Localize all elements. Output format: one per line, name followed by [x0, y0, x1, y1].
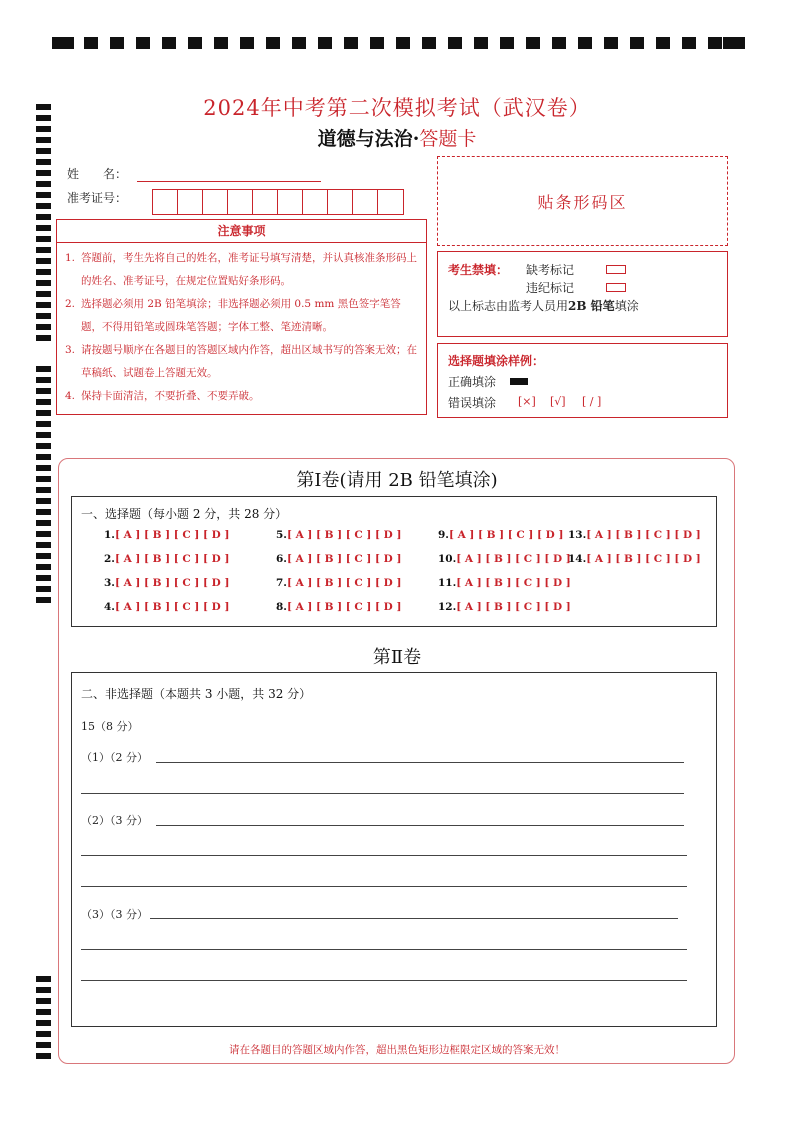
forbid-label: 考生禁填：: [448, 263, 509, 277]
name-field[interactable]: [137, 180, 321, 182]
name-label: 姓 名：: [67, 167, 128, 181]
choice-question[interactable]: 2.[ A ] [ B ] [ C ] [ D ]: [104, 553, 230, 565]
part1-title: 第Ⅰ卷(请用 2B 铅笔填涂): [296, 470, 498, 491]
answer-line[interactable]: [156, 825, 684, 826]
open-section-title: 二、非选择题（本题共 3 小题，共 32 分）: [81, 687, 312, 701]
timing-marks-top: [52, 37, 745, 51]
choice-question[interactable]: 14.[ A ] [ B ] [ C ] [ D ]: [568, 553, 701, 565]
violation-mark-box[interactable]: [606, 283, 626, 292]
choice-question[interactable]: 4.[ A ] [ B ] [ C ] [ D ]: [104, 601, 230, 613]
id-digit-box[interactable]: [303, 190, 328, 214]
absent-label: 缺考标记: [526, 263, 575, 277]
barcode-label: 贴条形码区: [537, 192, 628, 212]
card-name: 答题卡: [419, 128, 477, 150]
id-number-boxes[interactable]: [152, 189, 404, 215]
id-digit-box[interactable]: [253, 190, 278, 214]
answer-line[interactable]: [150, 918, 678, 919]
choice-question[interactable]: 10.[ A ] [ B ] [ C ] [ D ]: [438, 553, 571, 565]
sub-question-3-label: （3）（3 分）: [81, 908, 148, 921]
notice-item: 3. 请按题号顺序在各题目的答题区域内作答，超出区域书写的答案无效；在草稿纸、试题卷上答题无效。: [65, 344, 417, 379]
id-digit-box[interactable]: [228, 190, 253, 214]
part2-title: 第Ⅱ卷: [372, 647, 422, 668]
id-digit-box[interactable]: [278, 190, 303, 214]
answer-line[interactable]: [81, 886, 687, 887]
sub-question-2-label: （2）（3 分）: [81, 814, 148, 827]
open-question-section: [71, 672, 717, 1027]
id-digit-box[interactable]: [353, 190, 378, 214]
answer-line[interactable]: [156, 762, 684, 763]
separator-dot: ·: [412, 128, 420, 150]
choice-question[interactable]: 9.[ A ] [ B ] [ C ] [ D ]: [438, 529, 564, 541]
id-digit-box[interactable]: [328, 190, 353, 214]
id-label: 准考证号：: [67, 191, 128, 205]
id-digit-box[interactable]: [153, 190, 178, 214]
exam-title: 2024年中考第二次模拟考试（武汉卷）: [203, 96, 591, 120]
wrong-mark-x: [×]: [518, 395, 536, 408]
answer-line[interactable]: [81, 855, 687, 856]
notice-box: [56, 219, 427, 415]
id-digit-box[interactable]: [203, 190, 228, 214]
examiner-marks-box: [437, 251, 728, 337]
choice-section: [71, 496, 717, 627]
choice-question[interactable]: 1.[ A ] [ B ] [ C ] [ D ]: [104, 529, 230, 541]
choice-section-title: 一、选择题（每小题 2 分，共 28 分）: [81, 507, 288, 521]
id-digit-box[interactable]: [378, 190, 403, 214]
correct-label: 正确填涂: [448, 375, 497, 389]
forbid-note: 以上标志由监考人员用2B 铅笔填涂: [448, 299, 639, 313]
answer-line[interactable]: [81, 980, 687, 981]
choice-question[interactable]: 12.[ A ] [ B ] [ C ] [ D ]: [438, 601, 571, 613]
barcode-area: [437, 156, 728, 246]
wrong-mark-slash: [ / ]: [582, 395, 602, 408]
card-subtitle: [0, 124, 794, 151]
fill-sample-box: [437, 343, 728, 418]
id-digit-box[interactable]: [178, 190, 203, 214]
choice-question[interactable]: 5.[ A ] [ B ] [ C ] [ D ]: [276, 529, 402, 541]
choice-question[interactable]: 3.[ A ] [ B ] [ C ] [ D ]: [104, 577, 230, 589]
wrong-mark-check: [√]: [550, 395, 566, 408]
notice-item: 1. 答题前，考生先将自己的姓名，准考证号填写清楚，并认真核准条形码上的姓名、准考证号，在规定位置贴好条形码。: [65, 252, 417, 287]
choice-question[interactable]: 7.[ A ] [ B ] [ C ] [ D ]: [276, 577, 402, 589]
choice-question[interactable]: 8.[ A ] [ B ] [ C ] [ D ]: [276, 601, 402, 613]
notice-item: 4. 保持卡面清洁，不要折叠、不要弄破。: [65, 390, 260, 402]
answer-line[interactable]: [81, 793, 684, 794]
footer-warning: 请在各题目的答题区域内作答，超出黑色矩形边框限定区域的答案无效！: [229, 1044, 565, 1056]
choice-question[interactable]: 13.[ A ] [ B ] [ C ] [ D ]: [568, 529, 701, 541]
question-15-label: 15（8 分）: [81, 720, 139, 733]
sample-title: 选择题填涂样例：: [448, 354, 545, 368]
wrong-label: 错误填涂: [448, 396, 497, 410]
violation-label: 违纪标记: [526, 281, 575, 295]
absent-mark-box[interactable]: [606, 265, 626, 274]
sub-question-1-label: （1）（2 分）: [81, 751, 148, 764]
answer-line[interactable]: [81, 949, 687, 950]
correct-fill-sample: [510, 378, 528, 385]
choice-question[interactable]: 11.[ A ] [ B ] [ C ] [ D ]: [438, 577, 571, 589]
notice-item: 2. 选择题必须用 2B 铅笔填涂；非选择题必须用 0.5 mm 黑色签字笔答题，不得用铅笔或圆珠笔答题；字体工整、笔迹清晰。: [65, 298, 401, 333]
subject-name: 道德与法治: [317, 128, 413, 150]
notice-title: 注意事项: [57, 220, 426, 243]
choice-question[interactable]: 6.[ A ] [ B ] [ C ] [ D ]: [276, 553, 402, 565]
